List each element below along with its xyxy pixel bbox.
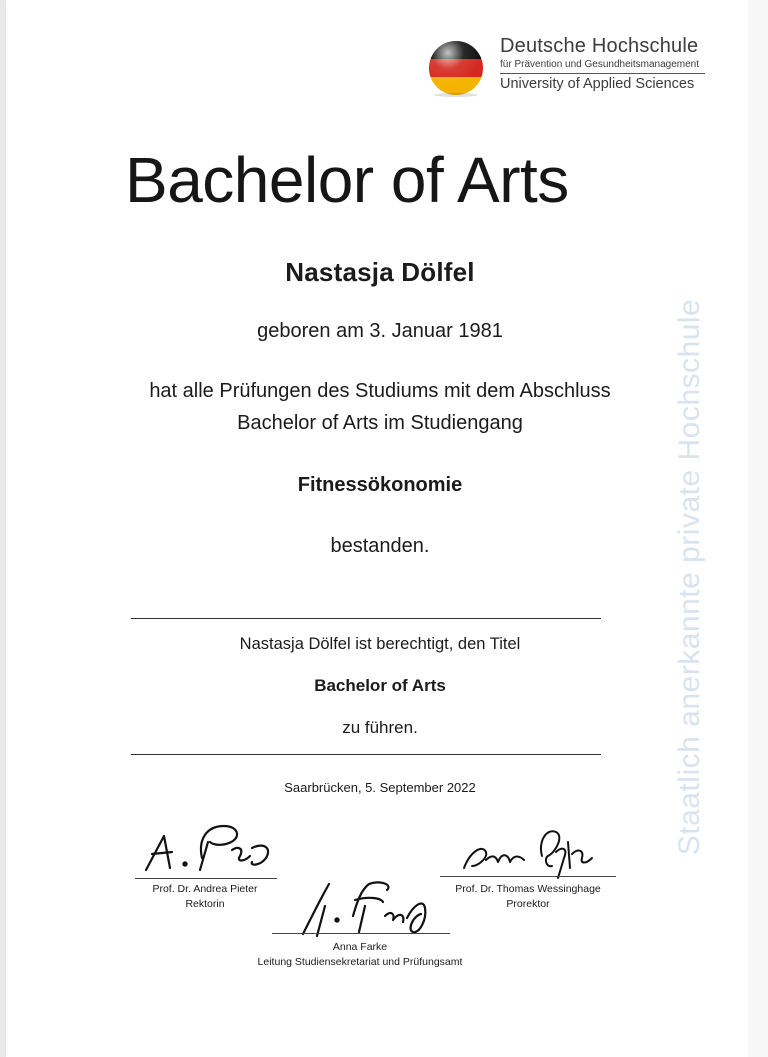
signature-left-line bbox=[135, 878, 277, 879]
signature-right-image bbox=[460, 822, 600, 882]
signatory-right-name: Prof. Dr. Thomas Wessinghage bbox=[455, 883, 601, 895]
entitlement-line: Nastasja Dölfel ist berechtigt, den Titel bbox=[239, 635, 521, 653]
signatory-left-role: Rektorin bbox=[185, 898, 225, 910]
entitlement-title: Bachelor of Arts bbox=[314, 676, 446, 695]
signature-right-line bbox=[440, 876, 616, 877]
university-tagline: University of Applied Sciences bbox=[500, 76, 695, 92]
divider-bottom bbox=[131, 754, 601, 755]
place-and-date: Saarbrücken, 5. September 2022 bbox=[284, 780, 476, 795]
signature-bottom-line bbox=[272, 933, 450, 934]
signatory-bottom-role: Leitung Studiensekretariat und Prüfungsamt bbox=[257, 956, 463, 968]
birth-date-line: geboren am 3. Januar 1981 bbox=[257, 320, 503, 342]
signatory-right-role: Prorektor bbox=[506, 898, 550, 910]
exam-statement-line-2: Bachelor of Arts im Studiengang bbox=[237, 412, 523, 434]
signatory-bottom-name: Anna Farke bbox=[332, 941, 388, 953]
entitlement-end: zu führen. bbox=[342, 718, 418, 737]
signature-bottom-image bbox=[295, 876, 445, 938]
university-subtitle: für Prävention und Gesundheitsmanagement bbox=[500, 58, 705, 74]
university-logo-icon bbox=[427, 39, 485, 97]
watermark-text: Staatlich anerkannte private Hochschule bbox=[673, 298, 706, 856]
university-logo-text bbox=[500, 34, 715, 94]
exam-statement-line-1: hat alle Prüfungen des Studiums mit dem Abschluss bbox=[149, 380, 611, 402]
page-edge bbox=[748, 0, 768, 1057]
degree-title: Bachelor of Arts bbox=[125, 144, 569, 216]
signature-left-image bbox=[140, 818, 280, 878]
study-program: Fitnessökonomie bbox=[297, 474, 463, 496]
student-name: Nastasja Dölfel bbox=[285, 257, 475, 287]
divider-top bbox=[131, 618, 601, 619]
passed-word: bestanden. bbox=[330, 535, 430, 557]
university-name: Deutsche Hochschule bbox=[500, 35, 699, 57]
signatory-left-name: Prof. Dr. Andrea Pieter bbox=[152, 883, 258, 895]
